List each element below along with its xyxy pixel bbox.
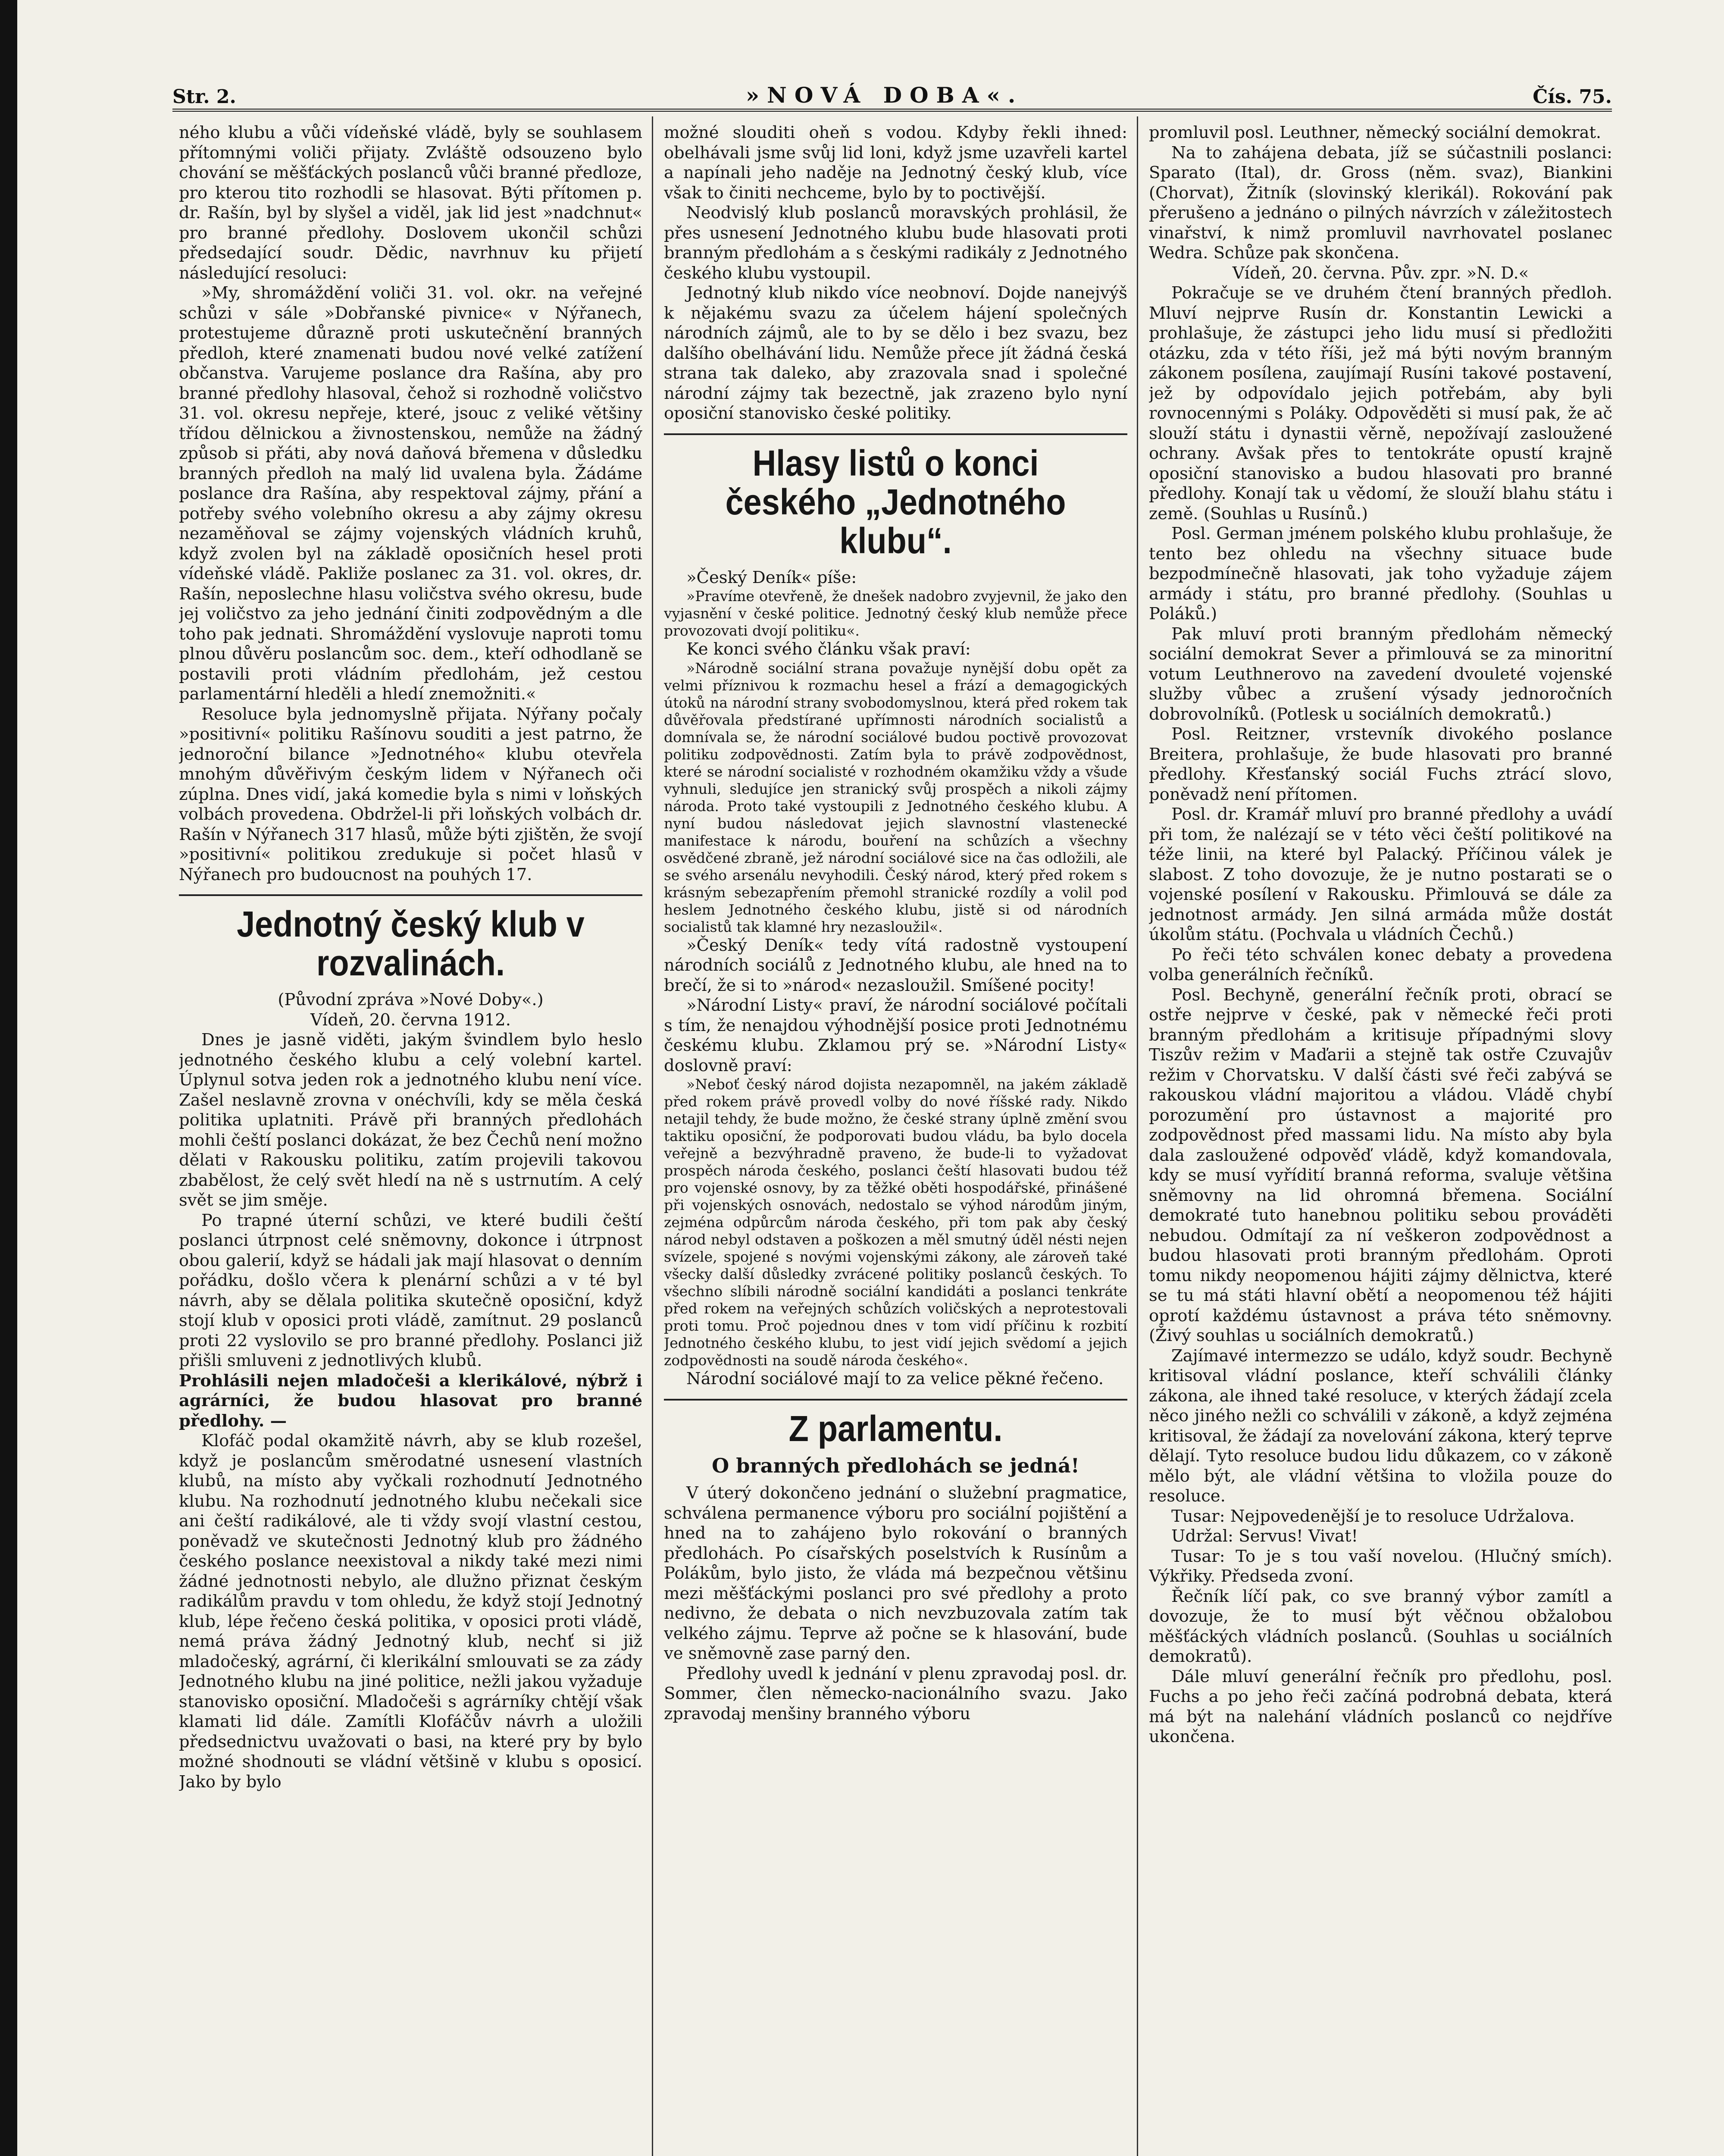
article-paragraph: Neodvislý klub poslanců moravských prohlásil, že přes usnesení Jednotného klubu bude hlasovati proti branným předlohám a s českými radikály z Jednotného českého klubu vystoupil. <box>664 203 1127 283</box>
article-paragraph: Posl. Bechyně, generální řečník proti, obrací se ostře nejprve v české, pak v německé řeči proti branným předlohám a kritisuje případnými slovy Tiszův režim v Maďarii a stejně tak ostře Czuvajův režim v Chorvatsku. V další části své řeči zabývá se rakouskou vládní majoritou a vládou. Vládě chybí porozumění pro ústavnost a majorité pro zodpovědnost před massami lidu. Na místo aby byla dala zasloužené odpověď vládě, když komandovala, kdy se musí vyřídití branná reforma, svaluje většina sněmovny na lid ohromná břemena. Sociální demokraté tuto hanebnou politiku sebou prováděti nebudou. Odmítají za ní veškeron zodpovědnost a budou hlasovati proti branným předlohám. Oproti tomu nikdy neopomenou hájiti zájmy dělnictva, které se tu má státi hlavní obětí a neopomenou též hájiti oprotí každému ústavnost a práva této sněmovny. (Živý souhlas u sociálních demokratů.) <box>1149 985 1612 1345</box>
article-paragraph: možné slouditi oheň s vodou. Kdyby řekli ihned: obelhávali jsme svůj lid loni, když jsme uzavřeli kartel a napínali jeho naděje na Jednotný český klub, více však to činiti nechceme, bylo by to poctivější. <box>664 123 1127 203</box>
article-paragraph: V úterý dokončeno jednání o služební pragmatice, schválena permanence výboru pro sociální pojištění a hned na to zahájeno bylo rokování o branných předlohách. Po císařských poselstvích k Rusínům a Polákům, bylo jisto, že vláda má bezpečnou většinu mezi měšťáckými poslanci pro své předlohy a proto nedivno, že debata o nich nevzbuzovala zatím tak velkého zájmu. Teprve až počne se k hlasování, bude ve sněmovně zase parný den. <box>664 1483 1127 1663</box>
article-dateline: Vídeň, 20. června. Pův. zpr. »N. D.« <box>1232 263 1529 283</box>
headline-hlasy-listu: Hlasy listů o konci českého „Jednotného klubu“. <box>725 442 1066 561</box>
article-source: (Původní zpráva »Nové Doby«.) <box>278 990 544 1009</box>
issue-number: Čís. 75. <box>1533 86 1612 108</box>
subheadline: O branných předlohách se jedná! <box>712 1454 1079 1477</box>
article-paragraph: Předlohy uvedl k jednání v plenu zpravodaj posl. dr. Sommer, člen německo-nacionálního svazu. Jako zpravodaj menšiny branného výboru <box>664 1664 1127 1724</box>
article-paragraph: Resoluce byla jednomyslně přijata. Nýřany počaly »positivní« politiku Rašínovu souditi a jest patrno, že jednoroční bilance »Jednotného« klubu otevřela mnohým důvěřivým českým lidem v Nýřanech oči zúplna. Dnes vidí, jaká komedie byla s nimi v loňských volbách provedena. Obdržel-li při loňských volbách dr. Rašín v Nýřanech 317 hlasů, může býti zjištěn, že svojí »positivní« politikou zredukuje si počet hlasů v Nýřanech pro budoucnost na pouhých 17. <box>179 704 642 884</box>
column-1 <box>179 123 642 2156</box>
resolution-text: »My, shromáždění voliči 31. vol. okr. na veřejné schůzi v sále »Dobřanské pivnice« v Nýřanech, protestujeme důrazně proti uskutečnění branných předloh, které znamenati budou nové velké zatížení občanstva. Varujeme poslance dra Rašína, aby pro branné předlohy hlasoval, čehož si rozhodně voličstvo 31. vol. okresu nepřeje, které, jsouc z veliké většiny třídou dělnickou a živnostenskou, nemůže na žádný způsob si přáti, aby nová daňová břemena v důsledku branných předloh na malý lid uvalena byla. Žádáme poslance dra Rašína, aby respektoval zájmy, přání a potřeby svého volebního okresu a aby zájmy okresu nezaměňoval se zájmy vojenských vládních kruhů, když zvolen byl na základě oposičních hesel proti vídeňské vládě. Pakliže poslanec za 31. vol. okres, dr. Rašín, neposlechne hlasu voličstva svého okresu, bude jej voličstvo za jeho jednání činiti zodpovědným a dle toho pak jednati. Shromáždění vyslovuje naproti tomu plnou důvěru poslancům soc. dem., kteří odhodlaně se postavili proti vládním předlohám, jež cestou parlamentární hleděli a hledí znemožniti.« <box>179 283 642 704</box>
bold-statement: Prohlásili nejen mladočeši a klerikálové, nýbrž i agrárníci, že budou hlasovat pro branné předlohy. — <box>179 1371 642 1431</box>
headline-z-parlamentu: Z parlamentu. <box>788 1408 1003 1449</box>
column-divider <box>1137 116 1138 2156</box>
scan-edge <box>0 0 17 2156</box>
column-2 <box>664 123 1127 2156</box>
article-paragraph: »Národní Listy« praví, že národní sociálové počítali s tím, že nenajdou výhodnější posice proti Jednotnému českému klubu. Zklamou prý se. »Národní Listy« doslovně praví: <box>664 996 1127 1075</box>
article-paragraph: Na to zahájena debata, jíž se súčastnili poslanci: Sparato (Ital), dr. Gross (něm. svaz), Biankini (Chorvat), Žitník (slovinský klerikál). Rokování pak přerušeno a jednáno o pilných návrzích v záležitostech vinařství, k nimž promluvil navrhovatel poslanec Wedra. Schůze pak skončena. <box>1149 143 1612 263</box>
article-divider <box>664 433 1127 435</box>
headline-jednotny-klub: Jednotný český klub v rozvalinách. <box>237 904 585 983</box>
article-paragraph: »Český Deník« tedy vítá radostně vystoupení národních sociálů z Jednotného klubu, ale hned na to brečí, že si to »národ« nezasloužil. Smíšené pocity! <box>664 935 1127 995</box>
article-paragraph: Dnes je jasně viděti, jakým švindlem bylo heslo jednotného českého klubu a celý volební kartel. Úplynul sotva jeden rok a jednotného klubu není více. Zašel neslavně zrovna v onéchvíli, kdy se měla česká politika uplatniti. Právě při branných předlohách mohli čeští poslanci dokázat, že bez Čechů není možno dělati v Rakousku politiku, zatím projevili takovou zbabělost, že celý svět hledí na ně s ustrnutím. A celý svět se jim směje. <box>179 1030 642 1210</box>
article-paragraph: »Český Deník« píše: <box>686 567 857 587</box>
article-paragraph: Posl. dr. Kramář mluví pro branné předlohy a uvádí při tom, že nalézají se v této věci čeští politikové na téže linii, na které byl Palacký. Příčinou válek je slabost. Z toho dovozuje, že je nutno postarati se o vojenské posílení v Rakousku. Přimlouvá se dále za jednotnost armády. Jen silná armáda může dostát úkolům státu. (Pochvala u vládních Čechů.) <box>1149 805 1612 944</box>
header-rule <box>172 109 1612 112</box>
article-paragraph: Klofáč podal okamžitě návrh, aby se klub rozešel, když je poslancům směrodatné usnesení vlastních klubů, na místo aby vyčkali rozhodnutí Jednotného klubu. Na rozhodnutí jednotného klubu nečekali sice ani čeští radikálové, ale ti vždy svojí vlastní cestou, poněvadž ve skutečnosti Jednotný klub pro žádného českého poslance neexistoval a nikdy také mezi nimi žádné jednotnosti nebylo, ale dlužno přiznat českým radikálům pravdu v tom ohledu, že když stojí Jednotný klub, lépe řečeno česká politika, v oposici proti vládě, nemá práva žádný Jednotný klub, nechť si již mladočeský, agrární, či klerikální smlouvati se za zády Jednotného klubu na jiné politice, nežli jakou vyžaduje stanovisko oposiční. Mladočeši s agrárníky chtějí však klamati lid dále. Zamítli Klofáčův návrh a uložili předsednictvu uvažovati o basi, na které pry by bylo možné shodnouti se vládní většině v klubu s oposicí. Jako by bylo <box>179 1431 642 1792</box>
article-paragraph: ného klubu a vůči vídeňské vládě, byly se souhlasem přítomnými voliči přijaty. Zvláště odsouzeno bylo chování se měšťáckých poslanců vůči branné předloze, pro kterou tito rozhodli se hlasovat. Býti přítomen p. dr. Rašín, byl by slyšel a viděl, jak lid jest »nadchnut« pro branné předlohy. Doslovem ukončil schůzi předsedající soudr. Dědic, navrhnuv ku přijetí následující resoluci: <box>179 123 642 283</box>
article-paragraph: Posl. German jménem polského klubu prohlašuje, že tento bez ohledu na všechny situace bude bezpodmínečně hlasovati, jak toho vyžaduje zájem armády i státu, pro branné předlohy. (Souhlas u Poláků.) <box>1149 524 1612 624</box>
article-divider <box>179 894 642 896</box>
quote-block: »Pravíme otevřeně, že dnešek nadobro zvyjevnil, že jako den vyjasnění v české politice. Jednotný český klub nemůže přece provozovati dvojí politiku«. <box>664 588 1127 639</box>
article-paragraph: Pokračuje se ve druhém čtení branných předloh. Mluví nejprve Rusín dr. Konstantin Lewicki a prohlašuje, že zástupci jeho lidu musí si předložiti otázku, zda v této říši, jež má býti novým branným zákonem posílena, zaujímají Rusíni takové postavení, jež by odpovídalo jejich potřebám, aby byli rovnocennými s Poláky. Odpověděti si musí pak, že ač slouží státu i dynastii věrně, nepožívají zasloužené ochrany. Avšak přes to tentokráte opustí krajně oposiční stanovisko a budou hlasovati pro branné předlohy. Konají tak u vědomí, že slouží blahu státu i země. (Souhlas u Rusínů.) <box>1149 283 1612 523</box>
quote-block: »Národně sociální strana považuje nynější dobu opět za velmi příznivou k rozmachu hesel a frází a demagogických útoků na národní strany svobodomyslnou, která před rokem tak důvěřovala předstírané upřímnosti národních socialistů a domnívala se, že národní sociálové budou poctivě provozovat politiku zodpovědnosti. Zatím byla to právě zodpovědnost, které se národní socialisté v rozhodném okamžiku vždy a všude vyhnuli, sledujíce jen stranický svůj prospěch a nikoli zájmy národa. Proto také vystoupili z Jednotného českého klubu. A nyní budou následovat jejich slavnostní vlastenecké manifestace k národu, bouření na schůzích a všechny osvědčené zbraně, jež národní sociálové sice na čas odložili, ale se svého arsenálu nevyhodili. Český národ, který před rokem s krásným sebezapřením přemohl stranické rozdíly a volil pod heslem Jednotného českého klubu, jistě si od národních socialistů tak klamné hry nezasloužil«. <box>664 659 1127 935</box>
column-divider <box>652 116 653 2156</box>
article-paragraph: Zajímavé intermezzo se událo, když soudr. Bechyně kritisoval vládní poslance, kteří schválili články zákona, ale ihned také resoluce, v kterých žádají zcela něco jiného nežli co schválili v zákoně, a když zejména kritisoval, že žádají za novelování zákona, který teprve dělají. Tyto resoluce budou lidu důkazem, co v zákoně mělo být, ale vládní většina to vložila pouze do resoluce. <box>1149 1346 1612 1506</box>
quote-block: »Neboť český národ dojista nezapomněl, na jakém základě před rokem právě provedl volby do nové říšské rady. Nikdo netajil tehdy, že bude možno, že české strany úplně změní svou taktiku oposiční, že podporovati budou vládu, ba bylo docela veřejně a bezvýhradně praveno, že bude-li to vyžadovat prospěch národa českého, poslanci čeští hlasovati budou též pro vojenské osnovy, by za těžké oběti hospodářské, přinášené při vojenských osnovách, nedostalo se výhod národům jiným, zejména odpůrcům národa českého, při tom pak aby český národ nebyl odstaven a poškozen a měl smutný úděl nésti nejen svízele, spojené s novými vojenskými zákony, ale zároveň také všecky další důsledky zvrácené politiky poslanců českých. To všechno slíbili národně sociální kandidáti a poslanci tenkráte před rokem na veřejných schůzích voličských a neprotestovali proti tomu. Proč pojednou dnes v tom vidí příčinu k rozbití Jednotného českého klubu, to jest vidí jejich svědomí a jejich zodpovědnosti na soudě národa českého«. <box>664 1076 1127 1369</box>
article-paragraph: promluvil posl. Leuthner, německý sociální demokrat. <box>1149 123 1602 142</box>
page-number: Str. 2. <box>172 86 236 108</box>
article-paragraph: Udržal: Servus! Vivat! <box>1171 1526 1358 1546</box>
masthead-title: »NOVÁ DOBA«. <box>745 82 1023 108</box>
article-paragraph: Ke konci svého článku však praví: <box>686 639 971 659</box>
article-dateline: Vídeň, 20. června 1912. <box>310 1010 511 1030</box>
article-divider <box>664 1399 1127 1401</box>
page-header <box>172 63 1612 108</box>
article-paragraph: Pak mluví proti branným předlohám německý sociální demokrat Sever a přimlouvá se za minoritní votum Leuthnerovo na zavedení dvouleté vojenské služby vůbec a zrušení výsady jednoročních dobrovolníků. (Potlesk u sociálních demokratů.) <box>1149 624 1612 724</box>
article-paragraph: Národní sociálové mají to za velice pěkné řečeno. <box>686 1369 1104 1388</box>
article-paragraph: Posl. Reitzner, vrstevník divokého poslance Breitera, prohlašuje, že bude hlasovati pro branné předlohy. Křesťanský sociál Fuchs ztrácí slovo, poněvadž není přítomen. <box>1149 724 1612 804</box>
article-paragraph: Tusar: To je s tou vaší novelou. (Hlučný smích). Výkřiky. Předseda zvoní. <box>1149 1546 1612 1586</box>
article-paragraph: Po řeči této schválen konec debaty a provedena volba generálních řečníků. <box>1149 945 1612 984</box>
article-paragraph: Tusar: Nejpovedenější je to resoluce Udržalova. <box>1171 1506 1575 1526</box>
article-paragraph: Po trapné úterní schůzi, ve které budili čeští poslanci útrpnost celé sněmovny, dokonce i útrpnost obou galerií, když se hádali jak mají hlasovat o denním pořádku, došlo včera k plenární schůzi a v té byl návrh, aby se dělala politika skutečně oposiční, když stojí klub v oposici proti vládě, zamítnut. 29 poslanců proti 22 vyslovilo se pro branné předlohy. Poslanci již přišli smluveni z jednotlivých klubů. <box>179 1210 642 1370</box>
article-paragraph: Dále mluví generální řečník pro předlohu, posl. Fuchs a po jeho řeči začíná podrobná debata, která má být na nalehání vládních poslanců co nejdříve ukončena. <box>1149 1667 1612 1746</box>
article-paragraph: Řečník líčí pak, co sve branný výbor zamítl a dovozuje, že to musí být věčnou obžalobou měšťáckých vládních poslanců. (Souhlas u sociálních demokratů). <box>1149 1586 1612 1666</box>
column-3 <box>1149 123 1612 2156</box>
article-paragraph: Jednotný klub nikdo více neobnoví. Dojde nanejvýš k nějakému svazu za účelem hájení společných národních zájmů, ale to by se dělo i bez svazu, bez dalšího obelhávání lidu. Nemůže přece jít žádná česká strana tak daleko, aby zrazovala snad i společné národní zájmy tak bezectně, jak zrazeno bylo nyní oposiční stanovisko české politiky. <box>664 283 1127 423</box>
